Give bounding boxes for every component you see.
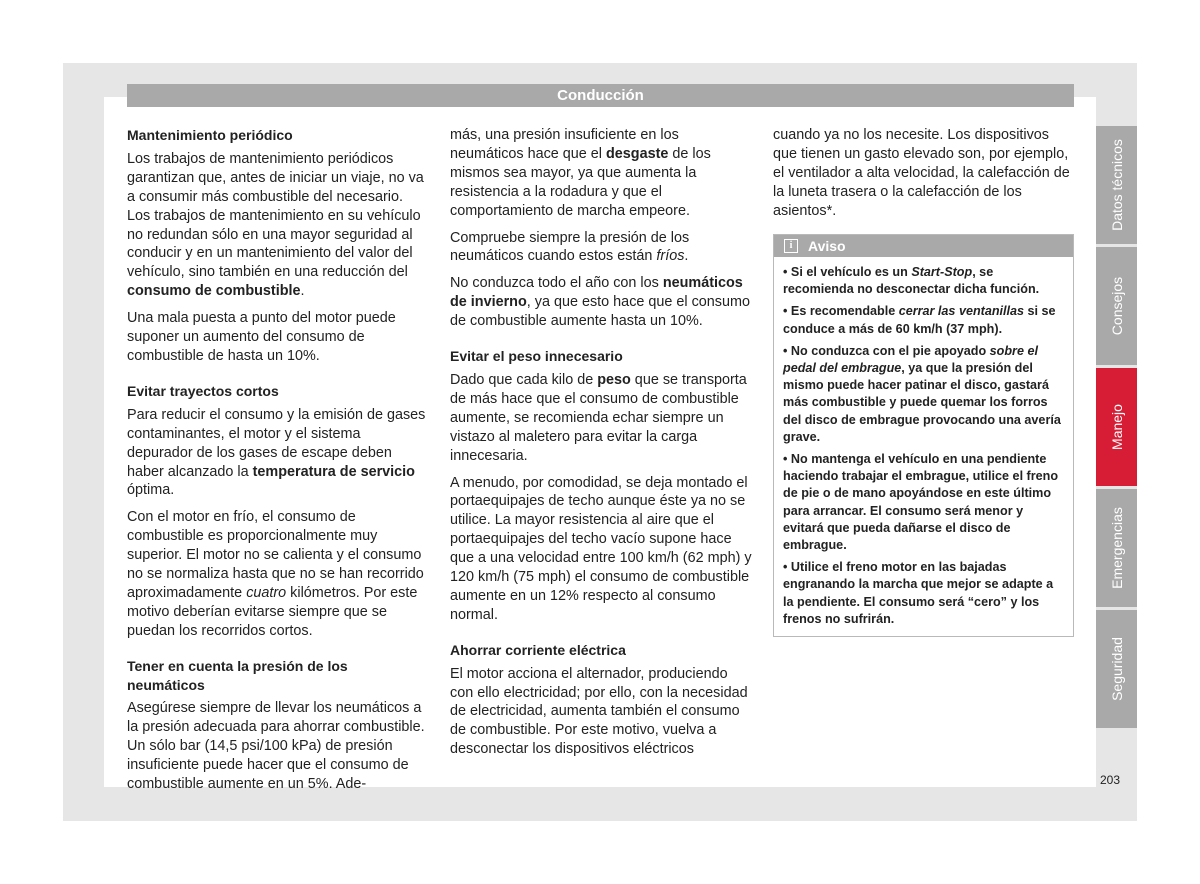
paragraph: más, una presión insuficiente en los neumáticos hace que el desgaste de los mismos sea mayor, ya que aumenta la resistencia a la rodadura y que el comportamiento de marcha empeore. [450,127,711,219]
paragraph: A menudo, por comodidad, se deja montado el portaequipajes de techo aunque éste ya no se utilice. La mayor resistencia al aire que el portaequipajes del techo vacío supone hace que a una velocidad entre 100 km/h (62 mph) y 120 km/h (75 mph) el consumo de combustible aumente en un 12% respecto al consumo normal. [450,474,752,623]
notice-header [774,235,1073,257]
notice-box [773,234,1074,637]
tab-consejos[interactable]: Consejos [1096,247,1137,365]
notice-title: Aviso [808,238,846,254]
heading-peso: Evitar el peso innecesario [450,348,623,365]
tab-seguridad[interactable]: Seguridad [1096,610,1137,728]
paragraph: Dado que cada kilo de peso que se transporta de más hace que el consumo de combustible aumente, se recomienda echar siempre un vistazo al maletero para evitar la carga innecesaria. [450,371,747,464]
text-column-3 [773,126,1075,229]
heading-corriente: Ahorrar corriente eléctrica [450,641,626,658]
notice-item: • Utilice el freno motor en las bajadas engranando la marcha que mejor se adapte a la pendiente. El consumo será “cero” y los frenos no sufrirán. [783,559,1065,628]
page-number: 203 [1099,773,1121,787]
paragraph: Compruebe siempre la presión de los neumáticos cuando estos están fríos. [450,229,690,265]
paragraph: Una mala puesta a punto del motor puede suponer un aumento del consumo de combustible de hasta un 10%. [127,310,396,364]
paragraph: Asegúrese siempre de llevar los neumáticos a la presión adecuada para ahorrar combustible. Un sólo bar (14,5 psi/100 kPa) de presión insuficiente puede hacer que el consumo de combustible aumente en un 5%. Ade- [127,700,425,793]
section-header: Conducción [127,84,1074,107]
paragraph: El motor acciona el alternador, produciendo con ello electricidad; por ello, con la necesidad de electricidad, aumenta también el consumo de combustible. Por este motivo, vuelva a desconectar los dispositivos eléctricos [450,665,748,758]
notice-item: • No mantenga el vehículo en una pendiente haciendo trabajar el embrague, utilice el freno de pie o de mano apoyándose en este último para arrancar. El consumo será menor y evitará que pueda dañarse el disco de embrague. [783,451,1065,554]
paragraph: Para reducir el consumo y la emisión de gases contaminantes, el motor y el sistema depurador de los gases de escape deben haber alcanzado la temperatura de servicio óptima. [127,406,426,499]
notice-item: • Es recomendable cerrar las ventanillas si se conduce a más de 60 km/h (37 mph). [783,303,1065,337]
text-column-2 [450,126,752,767]
notice-item: • Si el vehículo es un Start-Stop, se recomienda no desconectar dicha función. [783,264,1065,298]
paragraph: cuando ya no los necesite. Los dispositivos que tienen un gasto elevado son, por ejemplo, el ventilador a alta velocidad, la calefacción de la luneta trasera o la calefacción de los asientos*. [773,127,1070,219]
paragraph: Con el motor en frío, el consumo de combustible es proporcionalmente muy superior. El motor no se calienta y el consumo no se normaliza hasta que no se han recorrido aproximadamente cuatro kilómetros. Por este motivo deberían evitarse siempre que se puedan los recorridos cortos. [127,509,424,639]
info-icon: i [784,239,798,253]
paragraph: Los trabajos de mantenimiento periódicos garantizan que, antes de iniciar un viaje, no va a consumir más combustible del necesario. Los trabajos de mantenimiento en su vehículo no redundan sólo en una mayor seguridad al conducir y en un mantenimiento del valor del vehículo, sino también en una reducción del consumo de combustible. [127,150,424,300]
heading-trayectos: Evitar trayectos cortos [127,382,279,399]
heading-mantenimiento: Mantenimiento periódico [127,127,293,143]
tab-datos-tecnicos[interactable]: Datos técnicos [1096,126,1137,244]
tab-manejo[interactable]: Manejo [1096,368,1137,486]
notice-item: • No conduzca con el pie apoyado sobre el pedal del embrague, ya que la presión del mismo puede hacer patinar el disco, gastará más combustible y puede quemar los forros del disco de embrague provocando una avería grave. [783,343,1065,446]
tab-emergencias[interactable]: Emergencias [1096,489,1137,607]
notice-body [774,257,1073,628]
paragraph: No conduzca todo el año con los neumáticos de invierno, ya que esto hace que el consumo de combustible aumente hasta un 10%. [450,275,750,330]
heading-presion: Tener en cuenta la presión de los neumáticos [127,657,348,693]
text-column-1 [127,126,427,802]
